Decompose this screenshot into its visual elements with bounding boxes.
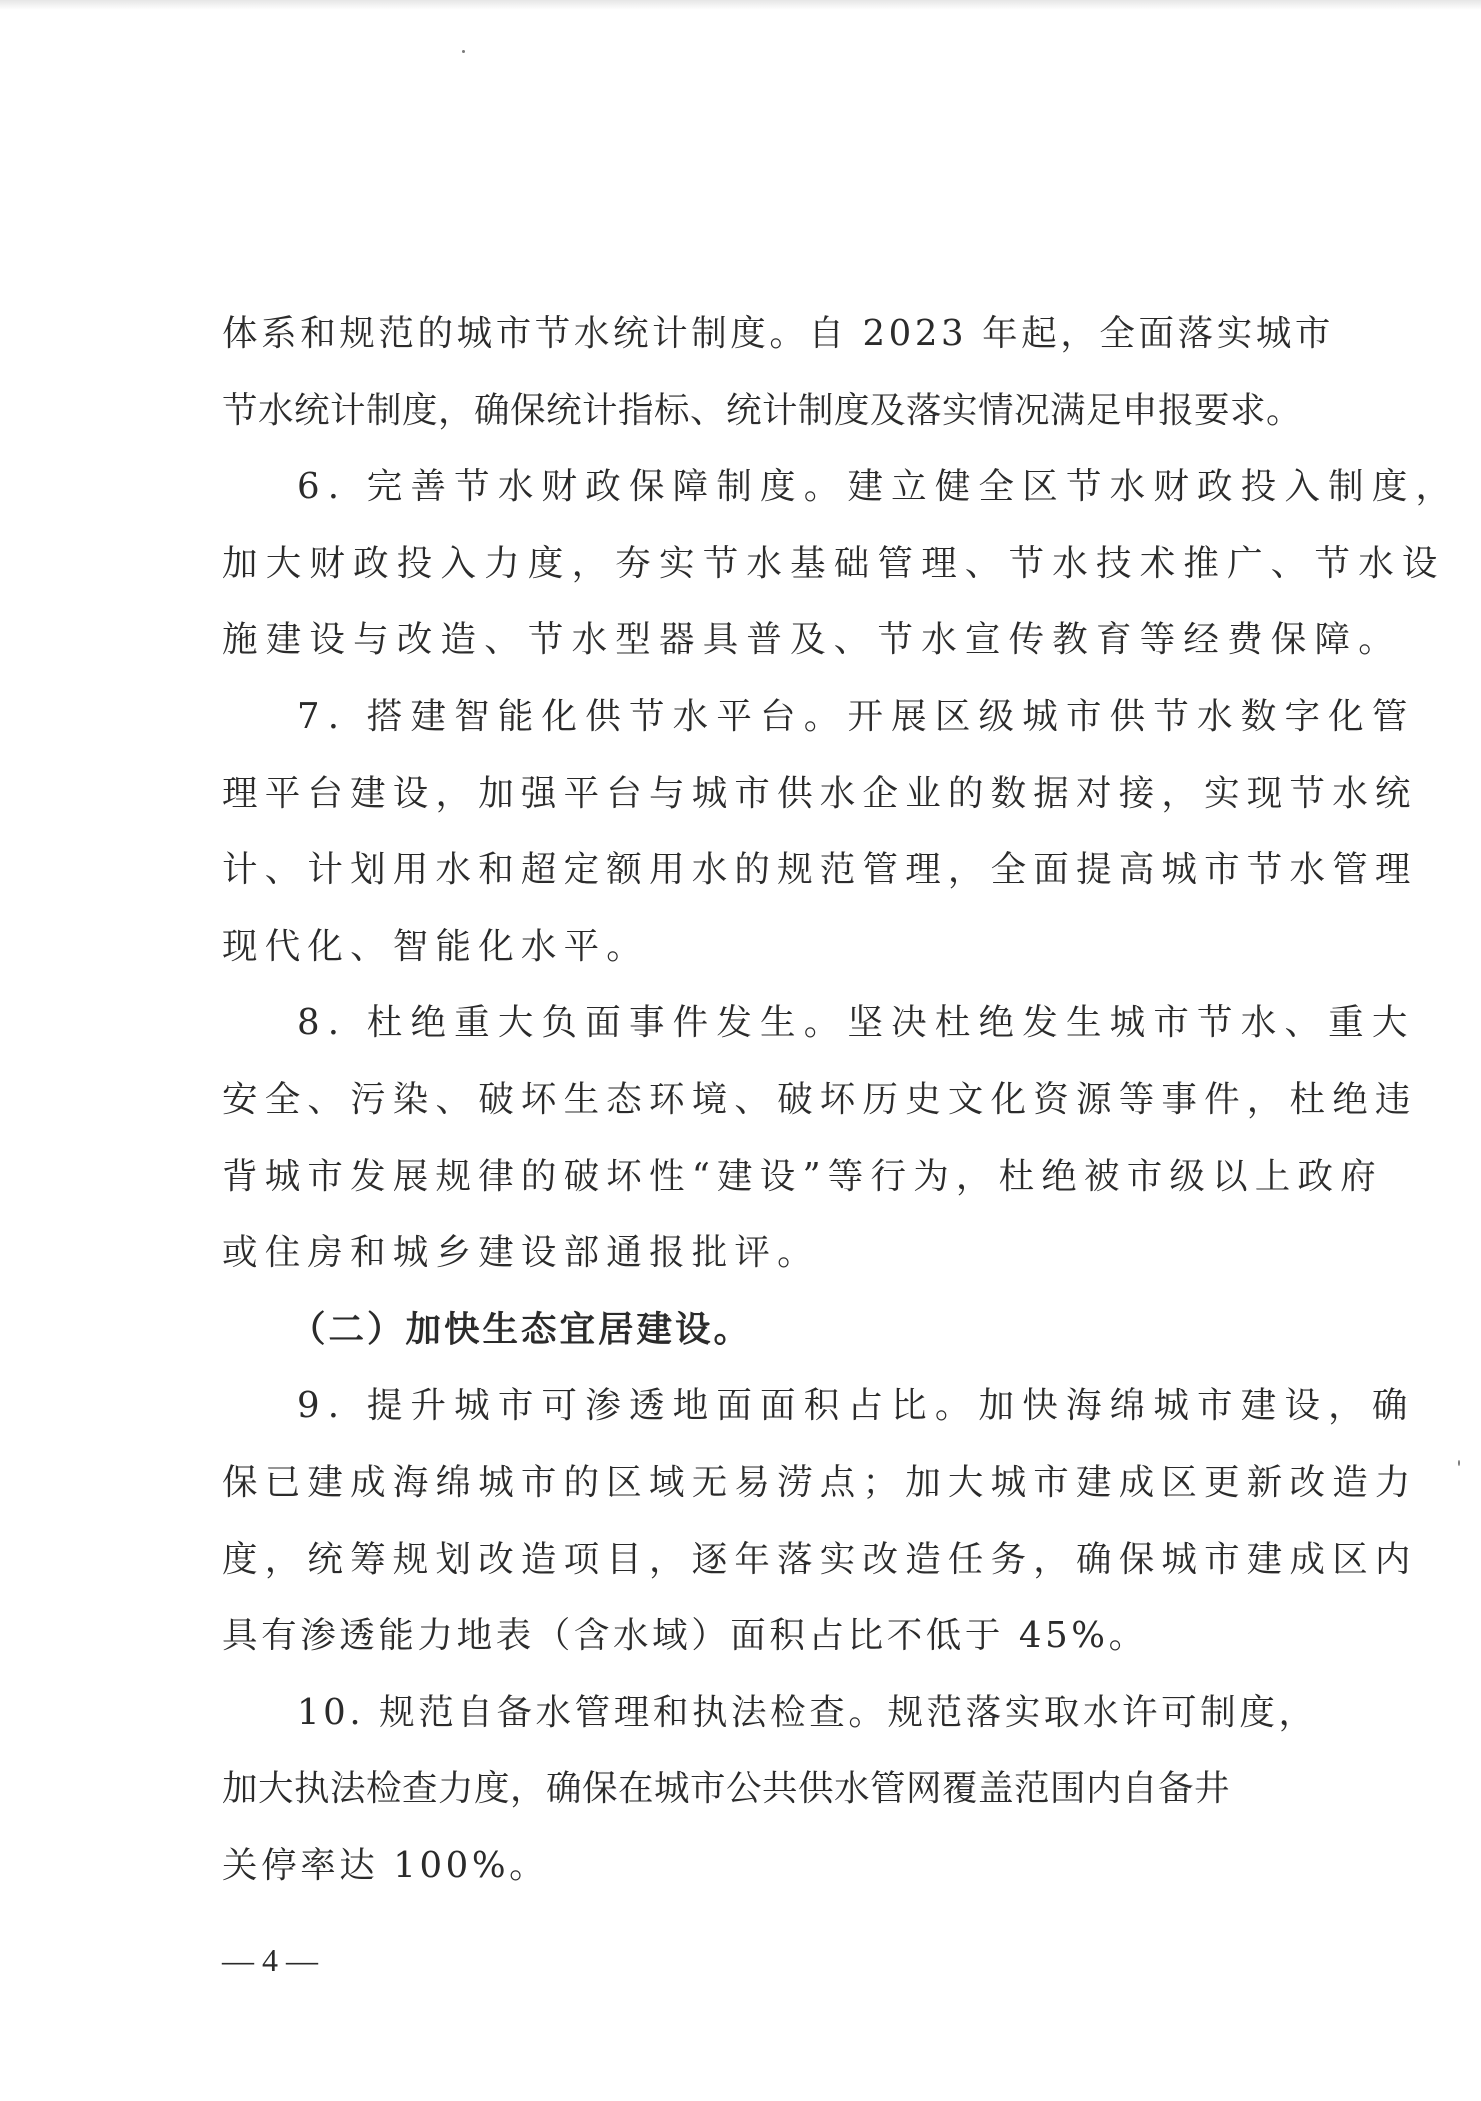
page-number: — 4 — (222, 1942, 318, 1978)
text-line: 体系和规范的城市节水统计制度。自 2023 年起，全面落实城市 (222, 313, 1335, 354)
text-line: 安全、污染、破坏生态环境、破坏历史文化资源等事件，杜绝违 (222, 1078, 1418, 1120)
text-line: 施建设与改造、节水型器具普及、节水宣传教育等经费保障。 (222, 619, 1402, 661)
text-line: 现代化、智能化水平。 (222, 925, 650, 967)
text-line: 保已建成海绵城市的区域无易涝点；加大城市建成区更新改造力 (222, 1461, 1418, 1503)
text-line: 关停率达 100%。 (222, 1844, 549, 1886)
text-line: 度，统筹规划改造项目，逐年落实改造任务，确保城市建成区内 (222, 1538, 1418, 1580)
text-line: 或住房和城乡建设部通报批评。 (222, 1232, 820, 1274)
document-body (222, 296, 1460, 1904)
text-line: 具有渗透能力地表（含水域）面积占比不低于 45%。 (222, 1615, 1148, 1657)
text-line: 加大执法检查力度，确保在城市公共供水管网覆盖范围内自备井 (222, 1768, 1231, 1810)
paragraph-10-first-line: 10. 规范自备水管理和执法检查。规范落实取水许可制度， (297, 1691, 1318, 1733)
text-line: 节水统计制度，确保统计指标、统计制度及落实情况满足申报要求。 (222, 389, 1303, 431)
text-line: 理平台建设，加强平台与城市供水企业的数据对接，实现节水统 (222, 772, 1418, 814)
scan-top-edge (0, 0, 1481, 10)
scan-speck (462, 50, 465, 53)
paragraph-7-first-line: 7. 搭建智能化供节水平台。开展区级城市供节水数字化管 (297, 695, 1416, 737)
scan-speck (1458, 1460, 1460, 1466)
text-line: 背城市发展规律的破坏性“建设”等行为，杜绝被市级以上政府 (222, 1155, 1383, 1197)
paragraph-6-first-line: 6. 完善节水财政保障制度。建立健全区节水财政投入制度， (297, 466, 1460, 508)
text-line: 加大财政投入力度，夯实节水基础管理、节水技术推广、节水设 (222, 542, 1446, 584)
text-line: 计、计划用水和超定额用水的规范管理，全面提高城市节水管理 (222, 849, 1418, 891)
paragraph-8-first-line: 8. 杜绝重大负面事件发生。坚决杜绝发生城市节水、重大 (297, 1002, 1416, 1044)
paragraph-9-first-line: 9. 提升城市可渗透地面面积占比。加快海绵城市建设，确 (297, 1385, 1416, 1427)
section-heading: （二）加快生态宜居建设。 (290, 1308, 753, 1350)
